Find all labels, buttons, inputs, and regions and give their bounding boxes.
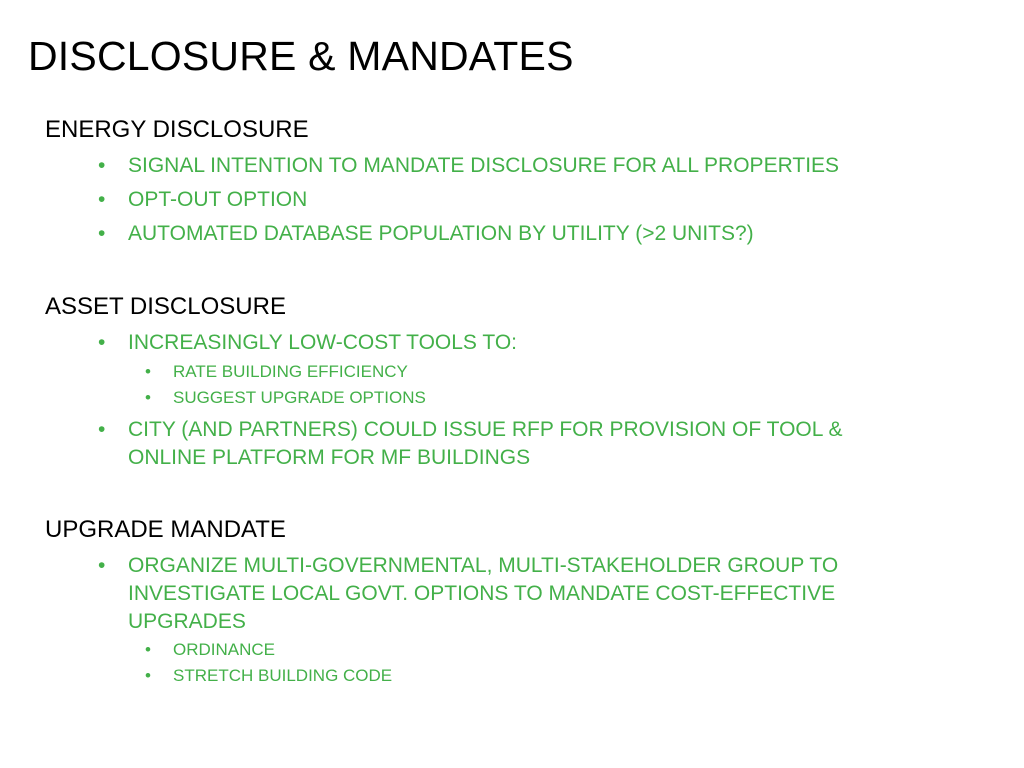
bullet-dot: • <box>145 388 151 407</box>
bullet-text-line: UPGRADES <box>128 610 246 633</box>
bullet-text-line: ONLINE PLATFORM FOR MF BUILDINGS <box>128 446 531 469</box>
bullet-item <box>98 186 308 214</box>
bullet-item <box>98 152 840 180</box>
bullet-text-line: ORGANIZE MULTI-GOVERNMENTAL, MULTI-STAKEHOLDER GROUP TO <box>128 554 839 577</box>
bullet-dot: • <box>145 640 151 659</box>
sub-bullet-text: ORDINANCE <box>173 640 276 659</box>
bullet-dot: • <box>145 666 151 685</box>
bullet-dot: • <box>98 154 106 177</box>
bullet-item <box>98 220 754 248</box>
section-heading-energy-disclosure: ENERGY DISCLOSURE <box>45 116 309 143</box>
bullet-dot: • <box>98 188 106 211</box>
bullet-item <box>98 329 518 357</box>
section-heading-asset-disclosure: ASSET DISCLOSURE <box>45 293 286 320</box>
bullet-text: OPT-OUT OPTION <box>128 188 308 211</box>
sub-bullet-text: RATE BUILDING EFFICIENCY <box>173 362 408 381</box>
bullet-text-line: INVESTIGATE LOCAL GOVT. OPTIONS TO MANDATE COST-EFFECTIVE <box>128 582 836 605</box>
sub-bullet-item <box>145 386 426 410</box>
bullet-dot: • <box>98 554 106 577</box>
sub-bullet-item <box>145 638 276 662</box>
sub-bullet-text: STRETCH BUILDING CODE <box>173 666 393 685</box>
bullet-dot: • <box>98 418 106 441</box>
sub-bullet-text: SUGGEST UPGRADE OPTIONS <box>173 388 426 407</box>
sub-bullet-item <box>145 664 393 688</box>
bullet-item <box>98 552 839 636</box>
bullet-text: SIGNAL INTENTION TO MANDATE DISCLOSURE FOR ALL PROPERTIES <box>128 154 840 177</box>
section-heading-upgrade-mandate: UPGRADE MANDATE <box>45 516 286 543</box>
slide-title: DISCLOSURE & MANDATES <box>28 33 574 79</box>
bullet-text: AUTOMATED DATABASE POPULATION BY UTILITY (>2 UNITS?) <box>128 222 754 245</box>
bullet-dot: • <box>98 331 106 354</box>
bullet-text: INCREASINGLY LOW-COST TOOLS TO: <box>128 331 518 354</box>
bullet-dot: • <box>98 222 106 245</box>
bullet-text-line: CITY (AND PARTNERS) COULD ISSUE RFP FOR PROVISION OF TOOL & <box>128 418 843 441</box>
bullet-item <box>98 416 843 472</box>
sub-bullet-item <box>145 360 408 384</box>
bullet-dot: • <box>145 362 151 381</box>
